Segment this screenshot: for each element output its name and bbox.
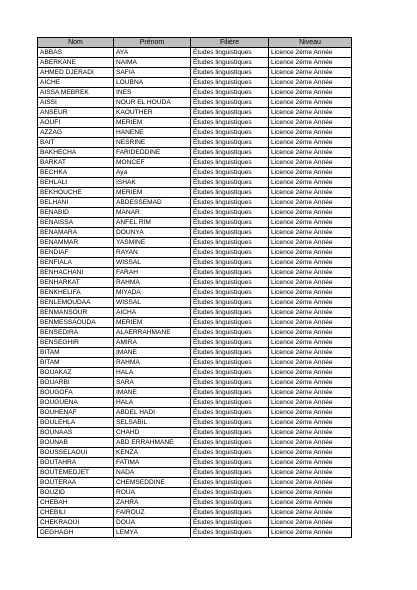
cell-prenom: CHEMSEDDINE [114, 478, 191, 488]
cell-nom: ABERKANE [38, 58, 114, 68]
cell-nom: ANSEUR [38, 108, 114, 118]
cell-filiere: Études linguistiques [191, 358, 269, 368]
table-row [38, 188, 352, 198]
cell-niveau: Licence 2ème Année [269, 98, 352, 108]
cell-nom: BENMESSAOUDA [38, 318, 114, 328]
cell-prenom: ANFEL RIM [114, 218, 191, 228]
cell-filiere: Études linguistiques [191, 368, 269, 378]
cell-nom: AICHE [38, 78, 114, 88]
cell-niveau: Licence 2ème Année [269, 108, 352, 118]
table-header [38, 38, 352, 48]
cell-filiere: Études linguistiques [191, 448, 269, 458]
table-row [38, 68, 352, 78]
header-row [38, 38, 352, 48]
cell-niveau: Licence 2ème Année [269, 318, 352, 328]
cell-nom: BENHARKAT [38, 278, 114, 288]
cell-nom: CHEBAH [38, 498, 114, 508]
cell-prenom: ROUA [114, 488, 191, 498]
cell-filiere: Études linguistiques [191, 298, 269, 308]
cell-niveau: Licence 2ème Année [269, 338, 352, 348]
cell-nom: ABBAS [38, 48, 114, 58]
cell-prenom: AYA [114, 48, 191, 58]
cell-filiere: Études linguistiques [191, 528, 269, 538]
cell-filiere: Études linguistiques [191, 148, 269, 158]
table-row [38, 318, 352, 328]
cell-nom: BOUGOFA [38, 388, 114, 398]
table-row [38, 418, 352, 428]
table-row [38, 468, 352, 478]
cell-niveau: Licence 2ème Année [269, 288, 352, 298]
table-row [38, 398, 352, 408]
table-row [38, 488, 352, 498]
cell-nom: BENFIALA [38, 258, 114, 268]
cell-prenom: RAHMA [114, 358, 191, 368]
cell-niveau: Licence 2ème Année [269, 88, 352, 98]
cell-niveau: Licence 2ème Année [269, 398, 352, 408]
cell-nom: CHEKRAOUI [38, 518, 114, 528]
cell-filiere: Études linguistiques [191, 58, 269, 68]
cell-prenom: CHAHD [114, 428, 191, 438]
table-row [38, 218, 352, 228]
cell-nom: BENAISSA [38, 218, 114, 228]
table-row [38, 98, 352, 108]
cell-prenom: NOUR EL HOUDA [114, 98, 191, 108]
cell-prenom: MANAR [114, 208, 191, 218]
cell-niveau: Licence 2ème Année [269, 158, 352, 168]
table-row [38, 448, 352, 458]
cell-prenom: FARIDEDDINE [114, 148, 191, 158]
cell-niveau: Licence 2ème Année [269, 498, 352, 508]
cell-filiere: Études linguistiques [191, 88, 269, 98]
cell-filiere: Études linguistiques [191, 258, 269, 268]
cell-niveau: Licence 2ème Année [269, 388, 352, 398]
cell-niveau: Licence 2ème Année [269, 238, 352, 248]
cell-prenom: DOUA [114, 518, 191, 528]
cell-nom: AZZAG [38, 128, 114, 138]
table-row [38, 438, 352, 448]
cell-prenom: KAOUTHER [114, 108, 191, 118]
cell-prenom: INES [114, 88, 191, 98]
cell-filiere: Études linguistiques [191, 268, 269, 278]
cell-prenom: SARA [114, 378, 191, 388]
cell-nom: BENSEGHIR [38, 338, 114, 348]
cell-prenom: LOUBNA [114, 78, 191, 88]
cell-nom: BAIT [38, 138, 114, 148]
cell-prenom: HALA [114, 368, 191, 378]
cell-niveau: Licence 2ème Année [269, 438, 352, 448]
cell-filiere: Études linguistiques [191, 48, 269, 58]
table-row [38, 368, 352, 378]
table-row [38, 88, 352, 98]
table-row [38, 138, 352, 148]
cell-niveau: Licence 2ème Année [269, 328, 352, 338]
cell-filiere: Études linguistiques [191, 468, 269, 478]
cell-niveau: Licence 2ème Année [269, 478, 352, 488]
cell-filiere: Études linguistiques [191, 408, 269, 418]
cell-nom: BOUTAHRA [38, 458, 114, 468]
cell-prenom: HALA [114, 398, 191, 408]
cell-prenom: MERIEM [114, 118, 191, 128]
cell-filiere: Études linguistiques [191, 158, 269, 168]
cell-nom: DEGHAGH [38, 528, 114, 538]
cell-prenom: MONCEF [114, 158, 191, 168]
cell-nom: BENSEDIRA [38, 328, 114, 338]
cell-nom: BOUHENAF [38, 408, 114, 418]
cell-niveau: Licence 2ème Année [269, 408, 352, 418]
table-row [38, 338, 352, 348]
header-niveau: Niveau [269, 38, 352, 48]
table-row [38, 528, 352, 538]
cell-prenom: MERIEM [114, 188, 191, 198]
cell-prenom: SELSABIL [114, 418, 191, 428]
cell-prenom: AICHA [114, 308, 191, 318]
cell-filiere: Études linguistiques [191, 488, 269, 498]
cell-nom: BOUGUENA [38, 398, 114, 408]
cell-prenom: Aya [114, 168, 191, 178]
cell-filiere: Études linguistiques [191, 248, 269, 258]
cell-filiere: Études linguistiques [191, 198, 269, 208]
cell-filiere: Études linguistiques [191, 328, 269, 338]
table-body [38, 48, 352, 538]
cell-prenom: SAFIA [114, 68, 191, 78]
cell-prenom: AMIRA [114, 338, 191, 348]
table-row [38, 158, 352, 168]
cell-prenom: IMANE [114, 348, 191, 358]
cell-filiere: Études linguistiques [191, 98, 269, 108]
table-row [38, 108, 352, 118]
cell-niveau: Licence 2ème Année [269, 268, 352, 278]
cell-prenom: MERIEM [114, 318, 191, 328]
table-row [38, 298, 352, 308]
table-row [38, 178, 352, 188]
cell-prenom: ABD ERRAHMANE [114, 438, 191, 448]
table-row [38, 128, 352, 138]
cell-filiere: Études linguistiques [191, 348, 269, 358]
cell-niveau: Licence 2ème Année [269, 418, 352, 428]
table-row [38, 348, 352, 358]
cell-nom: BOUNAB [38, 438, 114, 448]
table-row [38, 308, 352, 318]
cell-nom: BENABID [38, 208, 114, 218]
cell-niveau: Licence 2ème Année [269, 188, 352, 198]
cell-filiere: Études linguistiques [191, 68, 269, 78]
cell-prenom: WISSAL [114, 258, 191, 268]
header-prenom: Prénom [114, 38, 191, 48]
cell-filiere: Études linguistiques [191, 338, 269, 348]
cell-niveau: Licence 2ème Année [269, 298, 352, 308]
cell-prenom: RAHMA [114, 278, 191, 288]
cell-niveau: Licence 2ème Année [269, 308, 352, 318]
cell-nom: BITAM [38, 358, 114, 368]
cell-filiere: Études linguistiques [191, 438, 269, 448]
cell-niveau: Licence 2ème Année [269, 368, 352, 378]
cell-filiere: Études linguistiques [191, 318, 269, 328]
cell-niveau: Licence 2ème Année [269, 278, 352, 288]
table-row [38, 288, 352, 298]
header-filiere: Filière [191, 38, 269, 48]
table-row [38, 168, 352, 178]
cell-prenom: NESRINE [114, 138, 191, 148]
cell-nom: BENHACHANI [38, 268, 114, 278]
table-row [38, 248, 352, 258]
cell-prenom: FATIMA [114, 458, 191, 468]
cell-filiere: Études linguistiques [191, 238, 269, 248]
cell-filiere: Études linguistiques [191, 138, 269, 148]
cell-niveau: Licence 2ème Année [269, 358, 352, 368]
cell-prenom: KENZA [114, 448, 191, 458]
cell-filiere: Études linguistiques [191, 308, 269, 318]
cell-niveau: Licence 2ème Année [269, 178, 352, 188]
cell-filiere: Études linguistiques [191, 168, 269, 178]
cell-prenom: HANENE [114, 128, 191, 138]
cell-filiere: Études linguistiques [191, 498, 269, 508]
cell-prenom: NADA [114, 468, 191, 478]
cell-nom: BOUTERAA [38, 478, 114, 488]
table-row [38, 428, 352, 438]
cell-nom: BOUSSELAOUI [38, 448, 114, 458]
cell-nom: BARKAT [38, 158, 114, 168]
table-row [38, 48, 352, 58]
cell-filiere: Études linguistiques [191, 288, 269, 298]
cell-niveau: Licence 2ème Année [269, 378, 352, 388]
cell-filiere: Études linguistiques [191, 458, 269, 468]
table-row [38, 118, 352, 128]
cell-filiere: Études linguistiques [191, 208, 269, 218]
cell-filiere: Études linguistiques [191, 108, 269, 118]
cell-nom: BOUAKAZ [38, 368, 114, 378]
cell-niveau: Licence 2ème Année [269, 78, 352, 88]
cell-nom: BEKHOUCHE [38, 188, 114, 198]
cell-nom: BENLEMOUDAA [38, 298, 114, 308]
table-row [38, 458, 352, 468]
cell-nom: BENKHELIFA [38, 288, 114, 298]
cell-nom: BOUTEMEDJET [38, 468, 114, 478]
cell-prenom: ALAERRAHMANE [114, 328, 191, 338]
cell-nom: BOUARBI [38, 378, 114, 388]
cell-nom: BOUNAAS [38, 428, 114, 438]
cell-nom: CHEBILI [38, 508, 114, 518]
cell-nom: BENAMARA [38, 228, 114, 238]
cell-nom: AISSA MEBREK [38, 88, 114, 98]
cell-prenom: FARAH [114, 268, 191, 278]
cell-prenom: ABDESSEMAD [114, 198, 191, 208]
cell-filiere: Études linguistiques [191, 278, 269, 288]
table-row [38, 208, 352, 218]
table-row [38, 358, 352, 368]
cell-niveau: Licence 2ème Année [269, 128, 352, 138]
cell-nom: BENDIAF [38, 248, 114, 258]
cell-niveau: Licence 2ème Année [269, 198, 352, 208]
cell-filiere: Études linguistiques [191, 218, 269, 228]
cell-niveau: Licence 2ème Année [269, 258, 352, 268]
cell-prenom: IMANE [114, 388, 191, 398]
table-row [38, 478, 352, 488]
cell-niveau: Licence 2ème Année [269, 518, 352, 528]
cell-niveau: Licence 2ème Année [269, 448, 352, 458]
cell-niveau: Licence 2ème Année [269, 138, 352, 148]
table-row [38, 328, 352, 338]
table-row [38, 58, 352, 68]
table-row [38, 78, 352, 88]
cell-prenom: YASMINE [114, 238, 191, 248]
cell-niveau: Licence 2ème Année [269, 68, 352, 78]
cell-niveau: Licence 2ème Année [269, 218, 352, 228]
cell-nom: BELHANI [38, 198, 114, 208]
table-row [38, 228, 352, 238]
table-row [38, 258, 352, 268]
cell-niveau: Licence 2ème Année [269, 488, 352, 498]
cell-filiere: Études linguistiques [191, 378, 269, 388]
table-row [38, 388, 352, 398]
cell-niveau: Licence 2ème Année [269, 428, 352, 438]
cell-filiere: Études linguistiques [191, 178, 269, 188]
cell-filiere: Études linguistiques [191, 428, 269, 438]
cell-nom: BENMANSOUR [38, 308, 114, 318]
table-row [38, 198, 352, 208]
cell-nom: AISSI [38, 98, 114, 108]
header-nom: Nom [38, 38, 114, 48]
cell-filiere: Études linguistiques [191, 118, 269, 128]
cell-niveau: Licence 2ème Année [269, 468, 352, 478]
cell-filiere: Études linguistiques [191, 78, 269, 88]
cell-prenom: RAYAN [114, 248, 191, 258]
cell-prenom: DOUNYA [114, 228, 191, 238]
cell-nom: BECHKA [38, 168, 114, 178]
cell-prenom: ISHAK [114, 178, 191, 188]
cell-prenom: WISSAL [114, 298, 191, 308]
cell-nom: BEHLALI [38, 178, 114, 188]
cell-niveau: Licence 2ème Année [269, 528, 352, 538]
cell-niveau: Licence 2ème Année [269, 248, 352, 258]
cell-nom: AOUFI [38, 118, 114, 128]
cell-niveau: Licence 2ème Année [269, 48, 352, 58]
table-row [38, 518, 352, 528]
table-row [38, 148, 352, 158]
cell-niveau: Licence 2ème Année [269, 58, 352, 68]
cell-nom: BENAMMAR [38, 238, 114, 248]
cell-nom: BOUZID [38, 488, 114, 498]
cell-filiere: Études linguistiques [191, 228, 269, 238]
cell-prenom: ABDEL HADI [114, 408, 191, 418]
cell-nom: BITAM [38, 348, 114, 358]
cell-niveau: Licence 2ème Année [269, 228, 352, 238]
table-row [38, 278, 352, 288]
cell-niveau: Licence 2ème Année [269, 508, 352, 518]
cell-prenom: FAIROUZ [114, 508, 191, 518]
cell-filiere: Études linguistiques [191, 398, 269, 408]
table-row [38, 498, 352, 508]
cell-filiere: Études linguistiques [191, 188, 269, 198]
cell-nom: BAKHECHA [38, 148, 114, 158]
cell-prenom: LEMYA [114, 528, 191, 538]
cell-filiere: Études linguistiques [191, 508, 269, 518]
student-roster-table [37, 37, 352, 538]
cell-filiere: Études linguistiques [191, 418, 269, 428]
cell-niveau: Licence 2ème Année [269, 458, 352, 468]
cell-nom: BOULEHLA [38, 418, 114, 428]
table-row [38, 378, 352, 388]
table-row [38, 408, 352, 418]
cell-prenom: MIYADA [114, 288, 191, 298]
cell-niveau: Licence 2ème Année [269, 148, 352, 158]
table-row [38, 268, 352, 278]
cell-filiere: Études linguistiques [191, 128, 269, 138]
cell-prenom: NAIMA [114, 58, 191, 68]
cell-nom: AHMED DJERADI [38, 68, 114, 78]
cell-filiere: Études linguistiques [191, 518, 269, 528]
table-row [38, 508, 352, 518]
cell-niveau: Licence 2ème Année [269, 348, 352, 358]
cell-prenom: ZAHRA [114, 498, 191, 508]
cell-filiere: Études linguistiques [191, 478, 269, 488]
cell-niveau: Licence 2ème Année [269, 168, 352, 178]
cell-filiere: Études linguistiques [191, 388, 269, 398]
cell-niveau: Licence 2ème Année [269, 118, 352, 128]
table-row [38, 238, 352, 248]
cell-niveau: Licence 2ème Année [269, 208, 352, 218]
